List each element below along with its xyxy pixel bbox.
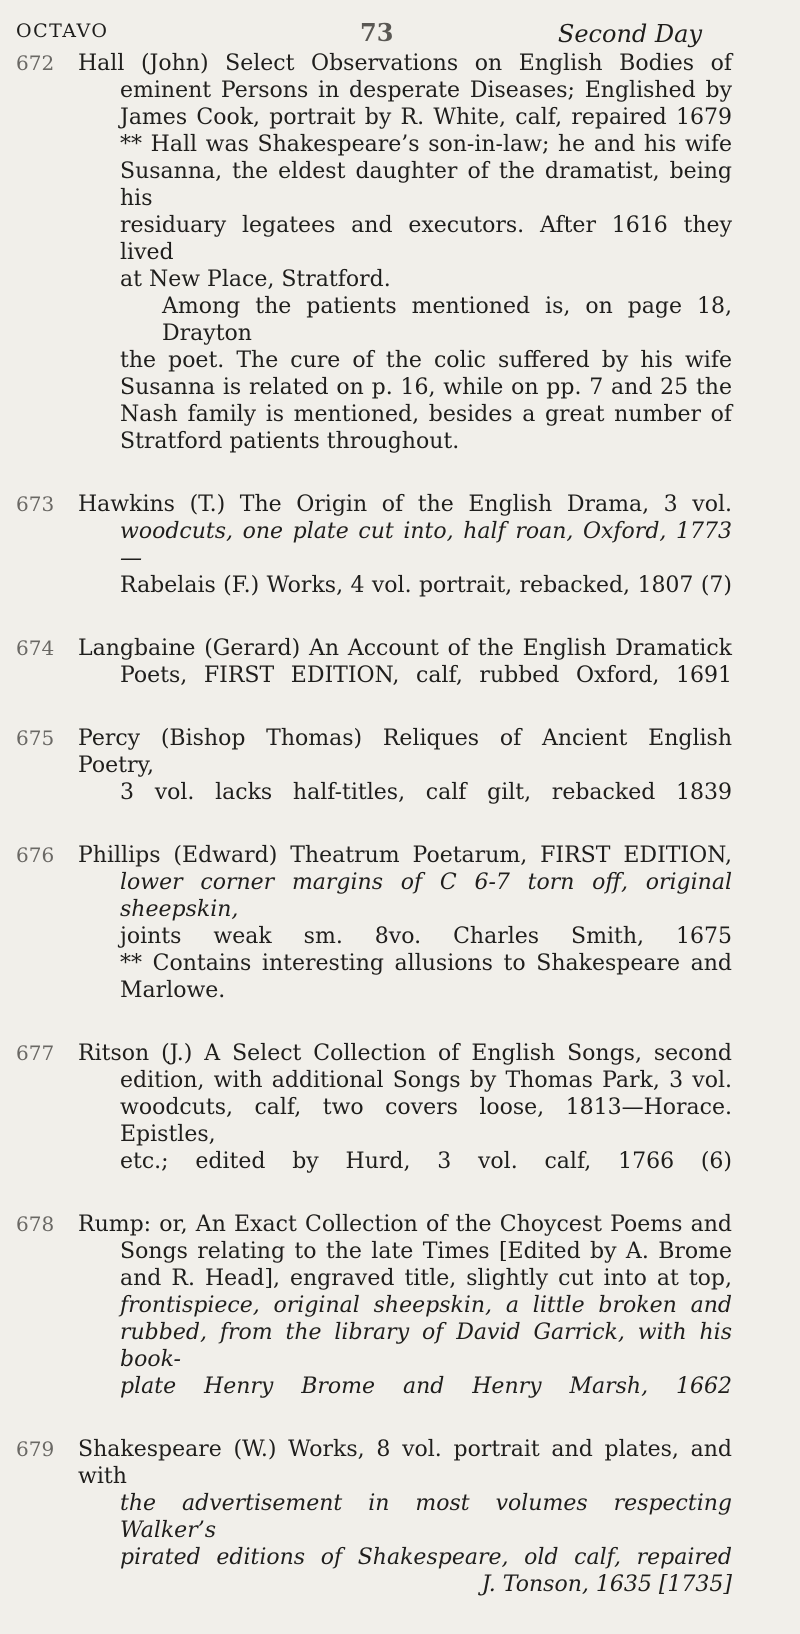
section-label: OCTAVO [16, 20, 109, 42]
note-line: Susanna, the eldest daughter of the dramatist, being his [120, 159, 732, 211]
entry-line: edition, with additional Songs by Thomas Park, 3 vol. [120, 1068, 732, 1093]
entry-line: lower corner margins of C 6-7 torn off, original sheepskin, [120, 870, 732, 922]
note-line: Susanna is related on p. 16, while on pp. 7 and 25 the [120, 375, 732, 400]
entry-line: etc.; edited by Hurd, 3 vol. calf, 1766 (6) [120, 1149, 732, 1174]
catalogue-entry-675 [0, 725, 800, 806]
catalogue-entry-672 [0, 50, 800, 455]
note-line: Among the patients mentioned is, on page 18, Drayton [162, 294, 732, 346]
lot-number: 675 [16, 726, 55, 750]
entry-line: 3 vol. lacks half-titles, calf gilt, rebacked 1839 [120, 780, 732, 805]
entry-line: pirated editions of Shakespeare, old calf, repaired [120, 1545, 732, 1570]
running-head [0, 14, 800, 50]
entry-line: Percy (Bishop Thomas) Reliques of Ancient English Poetry, [78, 726, 732, 778]
entry-line: Songs relating to the late Times [Edited by A. Brome [120, 1239, 732, 1264]
catalogue-entry-676 [0, 842, 800, 1004]
entry-line: Phillips (Edward) Theatrum Poetarum, FIRST EDITION, [78, 843, 732, 868]
lot-number: 672 [16, 51, 55, 75]
catalogue-entry-679 [0, 1436, 800, 1598]
note-line: the poet. The cure of the colic suffered by his wife [120, 348, 732, 373]
entry-line: Hall (John) Select Observations on English Bodies of [78, 51, 732, 76]
catalogue-entry-673 [0, 491, 800, 599]
lot-number: 676 [16, 843, 55, 867]
entry-line: Rump: or, An Exact Collection of the Choycest Poems and [78, 1212, 732, 1237]
entry-line: plate Henry Brome and Henry Marsh, 1662 [120, 1374, 732, 1399]
catalogue-entry-677 [0, 1040, 800, 1175]
note-line: ** Contains interesting allusions to Shakespeare and [120, 951, 732, 976]
note-line: Marlowe. [120, 978, 226, 1003]
note-line: Nash family is mentioned, besides a great number of [120, 402, 732, 427]
entry-line: Shakespeare (W.) Works, 8 vol. portrait and plates, and with [78, 1437, 732, 1489]
entry-line: Hawkins (T.) The Origin of the English Drama, 3 vol. [78, 492, 732, 517]
entry-line: J. Tonson, 1635 [1735] [481, 1572, 732, 1597]
entry-line: Poets, FIRST EDITION, calf, rubbed Oxford, 1691 [120, 663, 732, 688]
lot-number: 674 [16, 636, 55, 660]
catalogue-entry-678 [0, 1211, 800, 1400]
entry-line: eminent Persons in desperate Diseases; Englished by [120, 78, 732, 103]
note-line: ** Hall was Shakespeare’s son-in-law; he and his wife [120, 132, 732, 157]
entry-line: woodcuts, one plate cut into, half roan, Oxford, 1773— [120, 519, 732, 571]
catalogue-entries [0, 50, 800, 1634]
entry-line: Rabelais (F.) Works, 4 vol. portrait, rebacked, 1807 (7) [120, 573, 732, 598]
entry-line: James Cook, portrait by R. White, calf, repaired 1679 [120, 105, 732, 130]
entry-line: rubbed, from the library of David Garrick, with his book- [120, 1320, 732, 1372]
lot-number: 673 [16, 492, 55, 516]
entry-line: Ritson (J.) A Select Collection of English Songs, second [78, 1041, 732, 1066]
lot-number: 678 [16, 1212, 55, 1236]
lot-number: 679 [16, 1437, 55, 1461]
note-line: at New Place, Stratford. [120, 267, 391, 292]
note-line: residuary legatees and executors. After 1616 they lived [120, 213, 732, 265]
day-label: Second Day [557, 20, 702, 48]
entry-line: Langbaine (Gerard) An Account of the English Dramatick [78, 636, 732, 661]
note-line: Stratford patients throughout. [120, 429, 460, 454]
entry-line: joints weak sm. 8vo. Charles Smith, 1675 [120, 924, 732, 949]
entry-line: and R. Head], engraved title, slightly cut into at top, [120, 1266, 732, 1291]
entry-line: the advertisement in most volumes respecting Walker’s [120, 1491, 732, 1543]
catalogue-entry-674 [0, 635, 800, 689]
entry-line: frontispiece, original sheepskin, a little broken and [120, 1293, 732, 1318]
lot-number: 677 [16, 1041, 55, 1065]
page-number: 73 [360, 18, 394, 47]
entry-line: woodcuts, calf, two covers loose, 1813—Horace. Epistles, [120, 1095, 732, 1147]
